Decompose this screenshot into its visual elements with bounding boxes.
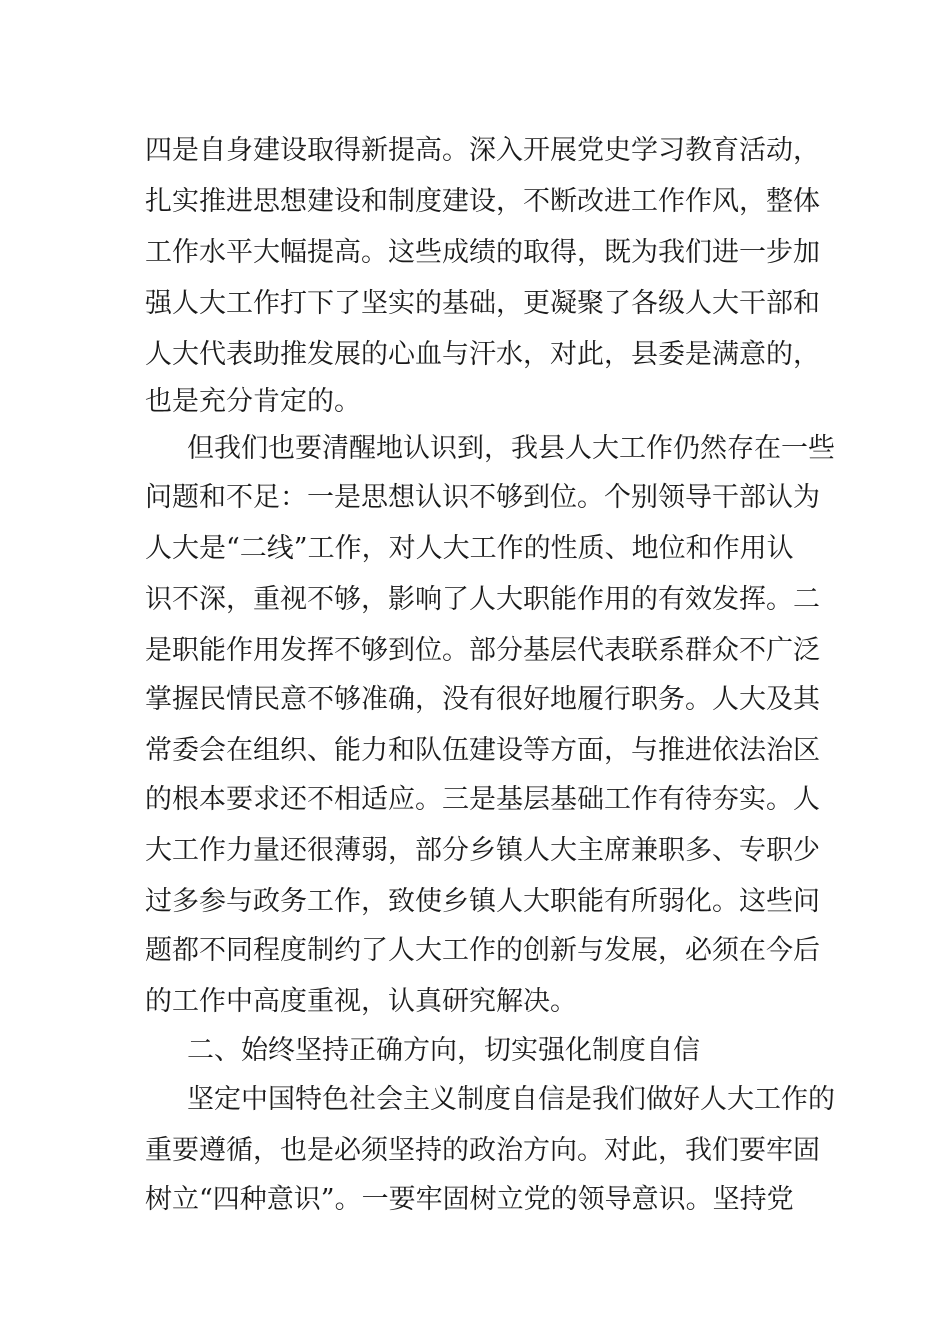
text-line-1: 四是自身建设取得新提高。深入开展党史学习教育活动，	[145, 135, 820, 166]
text-line-10: 识不深，重视不够，影响了人大职能作用的有效发挥。二	[145, 584, 820, 615]
paragraph-start-line-7: 但我们也要清醒地认识到，我县人大工作仍然存在一些	[187, 433, 835, 464]
text-line-18: 的工作中高度重视，认真研究解决。	[145, 986, 577, 1017]
section-heading: 二、始终坚持正确方向，切实强化制度自信	[187, 1035, 700, 1066]
paragraph-start-line-20: 坚定中国特色社会主义制度自信是我们做好人大工作的	[187, 1084, 835, 1115]
text-line-4: 强人大工作打下了坚实的基础，更凝聚了各级人大干部和	[145, 288, 820, 319]
text-line-17: 题都不同程度制约了人大工作的创新与发展，必须在今后	[145, 935, 820, 966]
text-line-6: 也是充分肯定的。	[145, 386, 361, 417]
text-line-13: 常委会在组织、能力和队伍建设等方面，与推进依法治区	[145, 735, 820, 766]
text-line-3: 工作水平大幅提高。这些成绩的取得，既为我们进一步加	[145, 237, 820, 268]
text-line-22: 树立“四种意识”。一要牢固树立党的领导意识。坚持党	[145, 1184, 794, 1215]
text-line-5: 人大代表助推发展的心血与汗水，对此，县委是满意的，	[145, 339, 820, 370]
text-line-15: 大工作力量还很薄弱，部分乡镇人大主席兼职多、专职少	[145, 835, 820, 866]
text-line-12: 掌握民情民意不够准确，没有很好地履行职务。人大及其	[145, 684, 820, 715]
text-line-2: 扎实推进思想建设和制度建设，不断改进工作作风，整体	[145, 186, 820, 217]
text-line-16: 过多参与政务工作，致使乡镇人大职能有所弱化。这些问	[145, 886, 820, 917]
text-line-11: 是职能作用发挥不够到位。部分基层代表联系群众不广泛	[145, 635, 820, 666]
text-line-8: 问题和不足：一是思想认识不够到位。个别领导干部认为	[145, 482, 820, 513]
text-line-14: 的根本要求还不相适应。三是基层基础工作有待夯实。人	[145, 784, 820, 815]
text-line-21: 重要遵循，也是必须坚持的政治方向。对此，我们要牢固	[145, 1135, 820, 1166]
text-line-9: 人大是“二线”工作，对人大工作的性质、地位和作用认	[145, 533, 794, 564]
